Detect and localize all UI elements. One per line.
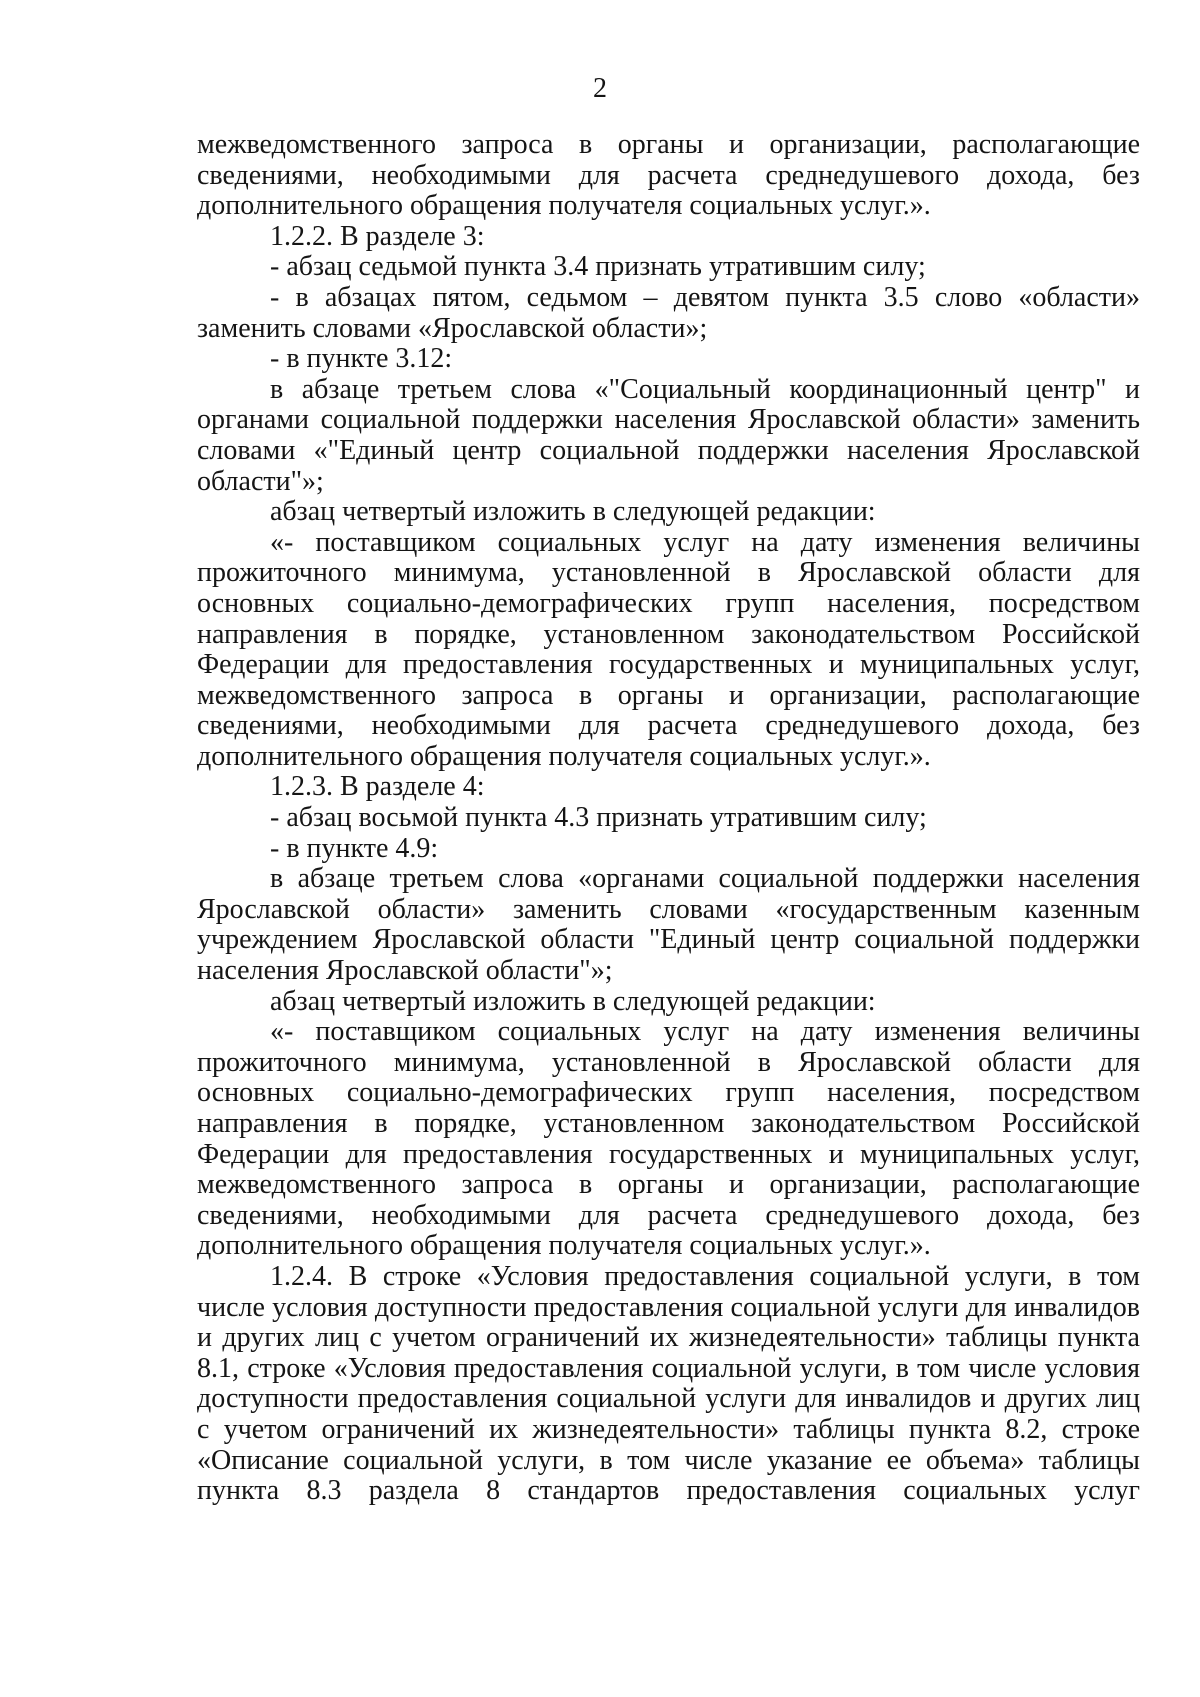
text-line: «Описание социальной услуги, в том числе указание ее объема» таблицы — [197, 1444, 1140, 1476]
text-line: 1.2.3. В разделе 4: — [270, 771, 485, 803]
text-line: - в пункте 4.9: — [270, 832, 439, 864]
text-line: прожиточного минимума, установленной в Ярославской области для — [197, 557, 1140, 589]
text-line: - абзац восьмой пункта 4.3 признать утратившим силу; — [270, 802, 927, 834]
text-line: 8.1, строке «Условия предоставления социальной услуги, в том числе условия — [197, 1352, 1140, 1384]
text-line: «- поставщиком социальных услуг на дату изменения величины — [270, 526, 1140, 558]
text-line: межведомственного запроса в органы и организации, располагающие — [197, 679, 1140, 711]
text-line: прожиточного минимума, установленной в Ярославской области для — [197, 1046, 1140, 1078]
text-line: межведомственного запроса в органы и организации, располагающие — [197, 1169, 1140, 1201]
text-line: пункта 8.3 раздела 8 стандартов предоставления социальных услуг — [197, 1475, 1140, 1507]
text-line: направления в порядке, установленном законодательством Российской — [197, 1108, 1140, 1139]
text-line: 1.2.4. В строке «Условия предоставления социальной услуги, в том — [270, 1260, 1140, 1292]
text-line: дополнительного обращения получателя социальных услуг.». — [197, 740, 931, 772]
text-line: в абзаце третьем слова «"Социальный координационный центр" и — [270, 373, 1140, 405]
text-line: направления в порядке, установленном законодательством Российской — [197, 618, 1140, 650]
text-line: абзац четвертый изложить в следующей редакции: — [270, 496, 876, 528]
text-line: Федерации для предоставления государственных и муниципальных услуг, — [197, 1138, 1140, 1170]
text-line: основных социально-демографических групп населения, посредством — [197, 1077, 1140, 1109]
text-line: в абзаце третьем слова «органами социальной поддержки населения — [270, 863, 1140, 895]
text-line: словами «"Единый центр социальной поддержки населения Ярославской — [197, 434, 1140, 466]
text-line: - абзац седьмой пункта 3.4 признать утратившим силу; — [270, 251, 926, 283]
text-line: населения Ярославской области"»; — [197, 955, 613, 987]
text-line: Ярославской области» заменить словами «государственным казенным — [197, 893, 1140, 925]
text-line: - в абзацах пятом, седьмом – девятом пункта 3.5 слово «области» — [270, 281, 1140, 313]
text-line: доступности предоставления социальной услуги для инвалидов и других лиц — [197, 1383, 1140, 1415]
text-line: 1.2.2. В разделе 3: — [270, 220, 485, 252]
text-line: дополнительного обращения получателя социальных услуг.». — [197, 1230, 931, 1262]
text-line: Федерации для предоставления государственных и муниципальных услуг, — [197, 649, 1140, 681]
text-line: сведениями, необходимыми для расчета среднедушевого дохода, без — [197, 1199, 1140, 1231]
text-line: межведомственного запроса в органы и организации, располагающие — [197, 129, 1140, 160]
text-line: органами социальной поддержки населения Ярославской области» заменить — [197, 404, 1140, 436]
text-line: абзац четвертый изложить в следующей редакции: — [270, 985, 876, 1017]
page-number: 2 — [593, 73, 607, 104]
text-line: учреждением Ярославской области "Единый центр социальной поддержки — [197, 924, 1140, 956]
text-line: с учетом ограничений их жизнедеятельности» таблицы пункта 8.2, строке — [197, 1413, 1140, 1445]
text-line: сведениями, необходимыми для расчета среднедушевого дохода, без — [197, 710, 1140, 742]
text-line: основных социально-демографических групп населения, посредством — [197, 587, 1140, 619]
text-line: числе условия доступности предоставления социальной услуги для инвалидов — [197, 1291, 1140, 1323]
document-body — [197, 130, 1140, 1507]
text-line: - в пункте 3.12: — [270, 343, 453, 375]
text-line: дополнительного обращения получателя социальных услуг.». — [197, 190, 931, 222]
text-line: и других лиц с учетом ограничений их жизнедеятельности» таблицы пункта — [197, 1322, 1140, 1354]
text-line: области"»; — [197, 465, 324, 497]
text-line: заменить словами «Ярославской области»; — [197, 312, 708, 344]
text-line: «- поставщиком социальных услуг на дату изменения величины — [270, 1016, 1140, 1048]
text-line: сведениями, необходимыми для расчета среднедушевого дохода, без — [197, 159, 1140, 191]
